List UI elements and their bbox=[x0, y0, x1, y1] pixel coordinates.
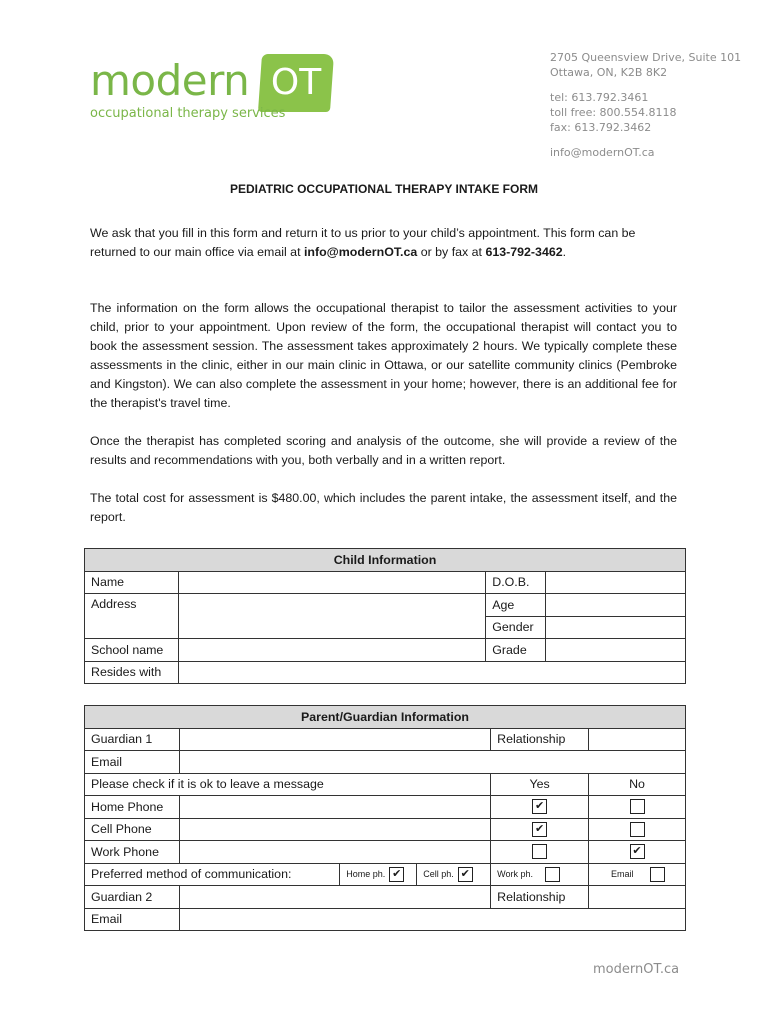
child-info-header: Child Information bbox=[85, 549, 686, 572]
address-label: Address bbox=[85, 594, 179, 639]
email-field[interactable] bbox=[179, 751, 685, 774]
intro-text-b: or by fax at bbox=[417, 245, 486, 259]
guardian-info-header: Parent/Guardian Information bbox=[85, 706, 686, 729]
guardian1-field[interactable] bbox=[179, 728, 490, 751]
pref-email-label: Email bbox=[611, 868, 634, 879]
relationship-field[interactable] bbox=[589, 728, 686, 751]
logo-word: modern bbox=[90, 56, 250, 105]
child-information-table bbox=[84, 548, 686, 684]
pref-email-option[interactable] bbox=[589, 863, 686, 886]
guardian2-label: Guardian 2 bbox=[85, 886, 180, 909]
pref-email-checkbox[interactable] bbox=[650, 867, 665, 882]
relationship-label: Relationship bbox=[491, 728, 589, 751]
email2-field[interactable] bbox=[179, 908, 685, 931]
email2-label: Email bbox=[85, 908, 180, 931]
intro-text-a: We ask that you fill in this form and return it to us prior to your child’s appointment. This form can be returned to our main office via email at bbox=[90, 226, 636, 259]
modern-ot-logo bbox=[90, 54, 340, 126]
cell-phone-field[interactable] bbox=[179, 818, 490, 841]
pref-home-label: Home ph. bbox=[346, 868, 386, 879]
cell-phone-no-checkbox[interactable] bbox=[630, 822, 645, 837]
school-field[interactable] bbox=[178, 639, 485, 662]
grade-field[interactable] bbox=[546, 639, 686, 662]
work-phone-field[interactable] bbox=[179, 841, 490, 864]
contact-address-line1: 2705 Queensview Drive, Suite 101 bbox=[550, 51, 742, 64]
work-phone-yes-checkbox[interactable] bbox=[532, 844, 547, 859]
dob-field[interactable] bbox=[546, 571, 686, 594]
age-label: Age bbox=[486, 594, 546, 617]
pref-home-option[interactable] bbox=[340, 863, 417, 886]
address-field[interactable] bbox=[178, 594, 485, 639]
pref-home-checkbox[interactable]: ✔ bbox=[389, 867, 404, 882]
guardian-information-table bbox=[84, 705, 686, 931]
gender-label: Gender bbox=[486, 616, 546, 639]
home-phone-field[interactable] bbox=[179, 796, 490, 819]
form-title: PEDIATRIC OCCUPATIONAL THERAPY INTAKE FORM bbox=[229, 182, 538, 196]
cost-paragraph: The total cost for assessment is $480.00, which includes the parent intake, the assessment itself, and the report. bbox=[90, 491, 677, 524]
relationship2-field[interactable] bbox=[589, 886, 686, 909]
no-column-header: No bbox=[589, 773, 686, 796]
gender-field[interactable] bbox=[546, 616, 686, 639]
pref-cell-checkbox[interactable]: ✔ bbox=[458, 867, 473, 882]
home-phone-no-checkbox[interactable] bbox=[630, 799, 645, 814]
cell-phone-label: Cell Phone bbox=[85, 818, 180, 841]
work-phone-label: Work Phone bbox=[85, 841, 180, 864]
intro-fax: 613-792-3462 bbox=[485, 245, 563, 259]
logo-tagline: occupational therapy services bbox=[90, 106, 286, 121]
name-label: Name bbox=[85, 571, 179, 594]
resides-field[interactable] bbox=[178, 661, 685, 684]
contact-tollfree: toll free: 800.554.8118 bbox=[550, 106, 677, 119]
results-paragraph: Once the therapist has completed scoring and analysis of the outcome, she will provide a review of the results and recommendations with you, both verbally and in a written report. bbox=[90, 434, 677, 467]
age-field[interactable] bbox=[546, 594, 686, 617]
contact-fax: fax: 613.792.3462 bbox=[550, 121, 652, 134]
email-label: Email bbox=[85, 751, 180, 774]
dob-label: D.O.B. bbox=[486, 571, 546, 594]
yes-column-header: Yes bbox=[491, 773, 589, 796]
pref-cell-label: Cell ph. bbox=[423, 868, 454, 879]
guardian2-field[interactable] bbox=[179, 886, 490, 909]
pref-work-option[interactable] bbox=[491, 863, 589, 886]
intro-paragraph bbox=[90, 224, 677, 262]
contact-block bbox=[550, 50, 741, 160]
home-phone-label: Home Phone bbox=[85, 796, 180, 819]
info-paragraph: The information on the form allows the occupational therapist to tailor the assessment activities to your child, prior to your appointment. Upon review of the form, the occupational therapist will contact you to book the assessment session. The assessment takes approximately 2 hours. We typically complete these assessments in the clinic, either in our main clinic in Ottawa, or our satellite community clinics (Pembroke and Kingston). We can also complete the assessment in your home; however, there is an additional fee for the therapist's travel time. bbox=[90, 301, 677, 410]
preferred-method-label: Preferred method of communication: bbox=[85, 863, 340, 886]
grade-label: Grade bbox=[486, 639, 546, 662]
pref-work-label: Work ph. bbox=[497, 868, 533, 879]
home-phone-yes-checkbox[interactable]: ✔ bbox=[532, 799, 547, 814]
contact-email[interactable]: info@modernOT.ca bbox=[550, 146, 655, 159]
contact-tel: tel: 613.792.3461 bbox=[550, 91, 649, 104]
pref-cell-option[interactable] bbox=[417, 863, 491, 886]
logo-badge bbox=[258, 54, 334, 112]
intro-email[interactable]: info@modernOT.ca bbox=[303, 245, 418, 259]
guardian1-label: Guardian 1 bbox=[85, 728, 180, 751]
logo-badge-text: OT bbox=[270, 62, 322, 103]
cell-phone-yes-checkbox[interactable]: ✔ bbox=[532, 822, 547, 837]
footer-website[interactable]: modernOT.ca bbox=[593, 962, 680, 977]
resides-label: Resides with bbox=[85, 661, 179, 684]
message-permission-label: Please check if it is ok to leave a message bbox=[85, 773, 491, 796]
intro-text-c: . bbox=[562, 245, 567, 259]
work-phone-no-checkbox[interactable]: ✔ bbox=[630, 844, 645, 859]
contact-address-line2: Ottawa, ON, K2B 8K2 bbox=[550, 66, 668, 79]
school-label: School name bbox=[85, 639, 179, 662]
name-field[interactable] bbox=[178, 571, 485, 594]
relationship2-label: Relationship bbox=[491, 886, 589, 909]
pref-work-checkbox[interactable] bbox=[545, 867, 560, 882]
